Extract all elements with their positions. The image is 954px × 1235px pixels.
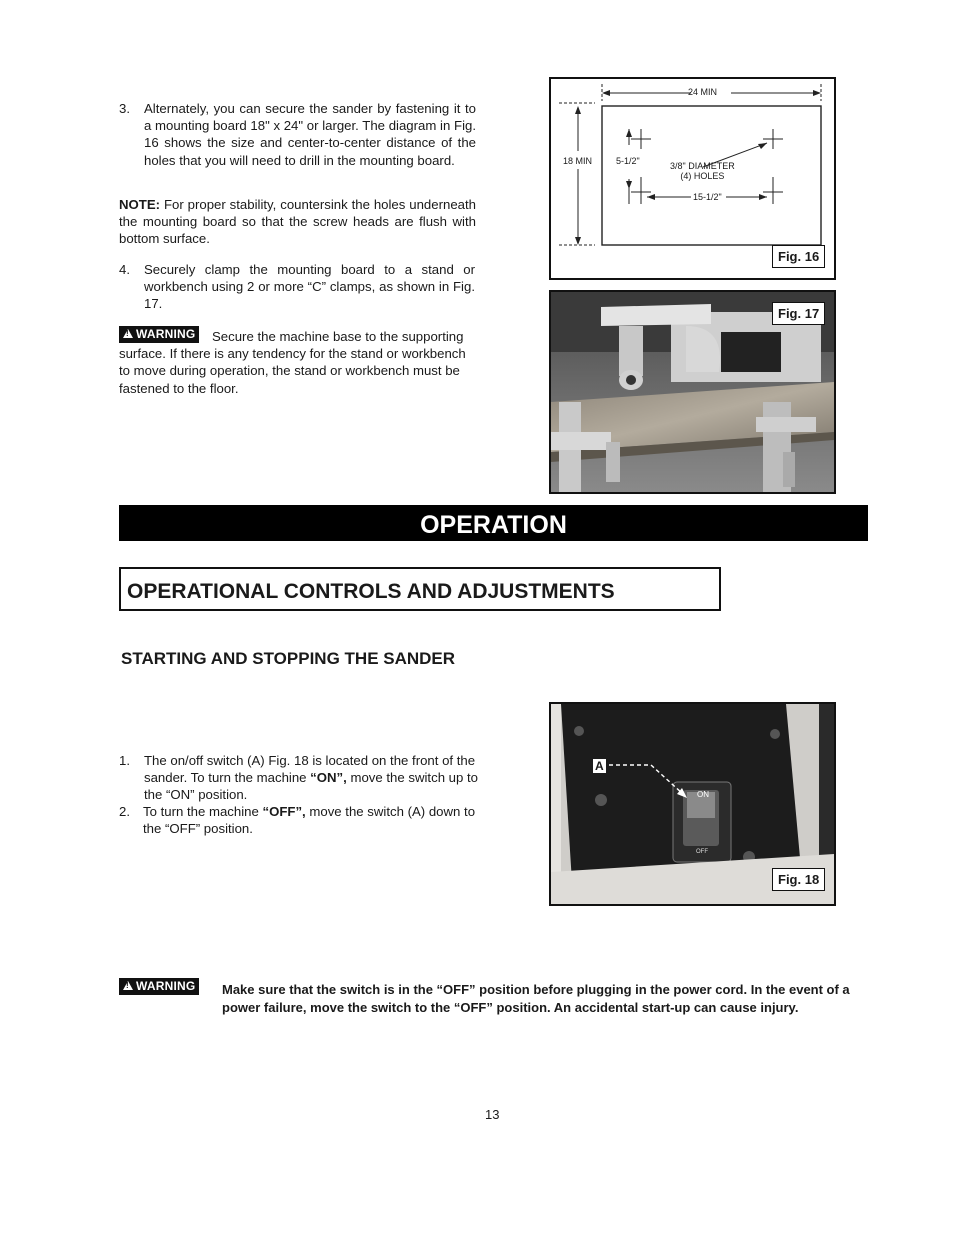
note-label: NOTE: — [119, 197, 161, 212]
procedure-heading: STARTING AND STOPPING THE SANDER — [121, 649, 456, 668]
subsection-title-box: OPERATIONAL CONTROLS AND ADJUSTMENTS — [119, 567, 721, 611]
step-number: 3. — [119, 101, 130, 116]
step-text-part: The on/off switch (A) Fig. 18 is located on the front of the sander. To turn the machine — [144, 753, 476, 786]
step-text — [144, 752, 479, 804]
hole-note — [670, 161, 735, 181]
note-paragraph — [119, 196, 476, 248]
warning-badge-label: WARNING — [136, 327, 196, 341]
step-text-emphasis: “OFF”, — [262, 804, 306, 819]
section-title-bar: OPERATION — [119, 505, 868, 541]
step-text: Securely clamp the mounting board to a stand or workbench using 2 or more “C” clamps, as shown in Fig. 17. — [144, 262, 475, 312]
step-number: 2. — [119, 804, 130, 819]
figure-label: Fig. 16 — [772, 245, 825, 268]
step-text-emphasis: “ON”, — [310, 770, 347, 786]
step-text-part: move the switch up to the “ON” position. — [144, 770, 479, 803]
vertical-spacing-dimension: 5-1/2" — [616, 156, 640, 166]
warning-triangle-icon — [123, 981, 133, 990]
warning-triangle-icon — [123, 329, 133, 338]
height-dimension: 18 MIN — [563, 156, 593, 166]
note-text: For proper stability, countersink the holes underneath the mounting board so that the screw heads are flush with bottom surface. — [119, 197, 476, 247]
step-text: Alternately, you can secure the sander by fastening it to a mounting board 18" x 24" or larger. The diagram in Fig. 16 shows the size and center-to-center distance of the holes that you will need to drill in the mounting board. — [144, 101, 476, 168]
switch-off-label: OFF — [696, 849, 708, 855]
switch-on-label: ON — [697, 790, 709, 799]
step-text — [143, 803, 479, 837]
warning-badge — [119, 326, 199, 343]
warning-badge — [119, 978, 199, 995]
figure-label: Fig. 18 — [772, 868, 825, 891]
figure-18 — [549, 702, 836, 906]
step-text-part: To turn the machine — [143, 804, 263, 819]
figure-17 — [549, 290, 836, 494]
page-number: 13 — [485, 1107, 500, 1122]
hole-note-line1: 3/8" DIAMETER — [670, 161, 735, 171]
step-text-part: move the switch (A) down to the “OFF” position. — [143, 804, 476, 837]
width-dimension: 24 MIN — [688, 87, 718, 97]
callout-a: A — [595, 759, 604, 773]
horizontal-spacing-dimension: 15-1/2" — [693, 192, 722, 202]
step-number: 1. — [119, 753, 130, 768]
warning-badge-label: WARNING — [136, 979, 196, 993]
warning-text: Secure the machine base to the supporting surface. If there is any tendency for the stand or workbench to move during operation, the stand or workbench must be fastened to the floor. — [119, 329, 466, 396]
hole-note-line2: (4) HOLES — [680, 171, 725, 181]
warning-text: Make sure that the switch is in the “OFF” position before plugging in the power cord. In the event of a power failure, move the switch to the “OFF” position. An accidental start-up can cause injury. — [222, 982, 850, 1015]
step-number: 4. — [119, 262, 130, 277]
figure-16 — [549, 77, 836, 280]
figure-label: Fig. 17 — [772, 302, 825, 325]
